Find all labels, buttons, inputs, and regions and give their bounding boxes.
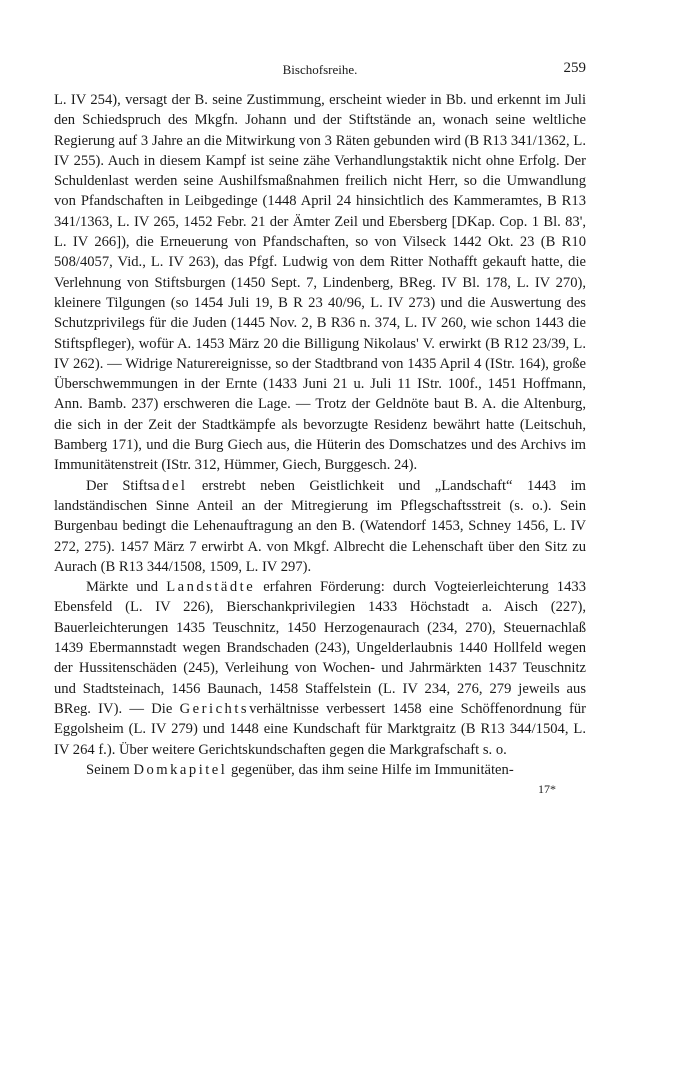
paragraph-4 (54, 760, 586, 780)
emphasis-domkapitel: Domkapitel (133, 761, 228, 778)
paragraph-3-rest: verhältnisse verbessert 1458 eine Schöffenordnung für Eggolsheim (L. IV 279) und 1448 eine Kundschaft für Marktgraitz (B R13 344/1504, L. IV 264 f.). Über weitere Gerichtskundschaften gegen die Markgrafschaft s. o. (54, 700, 586, 758)
paragraph-2-lead: Der Stifts (86, 477, 154, 494)
paragraph-2-rest: erstrebt neben Geistlichkeit und „Landschaft“ 1443 im landständischen Sinne Anteil an der Mitregierung im Pflegschaftsstreit (s. o.). Sein Burgenbau bedingt die Lehenauftragung an den B. (Watendorf 1453, Schney 1456, L. IV 272, 275). 1457 März 7 erwirbt A. von Mkgf. Albrecht die Lehenschaft über den Sitz zu Aurach (B R13 344/1508, 1509, L. IV 297). (54, 477, 586, 575)
paragraph-3 (54, 577, 586, 760)
paragraph-3-middle: erfahren Förderung: durch Vogteierleichterung 1433 Ebensfeld (L. IV 226), Bierschankprivilegien 1433 Höchstadt a. Aisch (227), Bauerleichterungen 1435 Teuschnitz, 1450 Herzogenaurach (234, 270), Steuernachlaß 1439 Ebermannstadt wegen Brandschaden (243), Ungelderlaubnis 1440 Hollfeld wegen der Hussitenschäden (245), Verleihung von Wochen- und Jahrmärkten 1437 Teuschnitz und Stadtsteinach, 1456 Baunach, 1458 Staffelstein (L. IV 234, 276, 279 jeweils aus BReg. IV). — Die (54, 579, 586, 717)
emphasis-gerichts: Gerichts (179, 700, 250, 717)
paragraph-1: L. IV 254), versagt der B. seine Zustimmung, erscheint wieder in Bb. und erkennt im Juli den Schiedspruch des Mkgfn. Johann und der Stiftstände an, wonach seine weltliche Regierung auf 3 Jahre an die Mitwirkung von 3 Räten gebunden wird (B R13 341/1362, L. IV 255). Auch in diesem Kampf ist seine zähe Verhandlungstaktik nicht ohne Erfolg. Der Schuldenlast werden seine Aushilfsmaßnahmen freilich nicht Herr, so die Umwandlung von Pfandschaften in Leibgedinge (1448 April 24 hinsichtlich des Kammeramtes, B R13 341/1363, L. IV 265, 1452 Febr. 21 der Ämter Zeil und Ebersberg [DKap. Cop. 1 Bl. 83', L. IV 266]), die Erneuerung von Pfandschaften, so von Vilseck 1442 Okt. 23 (B R10 508/4057, Vid., L. IV 263), das Pfgf. Ludwig von dem Ritter Nothafft gekauft hatte, die Verlehnung von Stiftsburgen (1450 Sept. 7, Lindenberg, BReg. IV Bl. 178, L. IV 270), kleinere Tilgungen (so 1454 Juli 19, B R 23 40/96, L. IV 273) und die Auswertung des Schutzprivilegs für die Juden (1445 Nov. 2, B R36 n. 374, L. IV 260, wie schon 1443 die Stiftspfleger), wofür A. 1453 März 20 die Billigung Nikolaus' V. erwirkt (B R12 23/39, L. IV 262). — Widrige Naturereignisse, so der Stadtbrand von 1435 April 4 (IStr. 164), große Überschwemmungen in der Ernte (1433 Juni 21 u. Juli 11 IStr. 100f., 1451 Hoffmann, Ann. Bamb. 237) erschweren die Lage. — Trotz der Geldnöte baut B. A. die Altenburg, die sich in der Zeit der Stadtkämpfe als bevorzugte Residenz bewährt hatte (Leitschuh, Bamberg 171), und die Burg Giech aus, die Hüterin des Domschatzes und des Archivs im Immunitätenstreit (IStr. 312, Hümmer, Giech, Burggesch. 24). (54, 92, 586, 474)
body-text (54, 90, 586, 780)
emphasis-landstaedte: Landstädte (166, 579, 256, 596)
paragraph-3-lead: Märkte und (86, 579, 167, 596)
paragraph-4-lead: Seinem (86, 761, 134, 778)
running-title: Bischofsreihe. (282, 62, 358, 77)
paragraph-4-rest: gegenüber, das ihm seine Hilfe im Immunitäten- (227, 761, 514, 778)
page-number: 259 (563, 60, 586, 76)
book-page (54, 62, 586, 1022)
paragraph-2 (54, 476, 586, 577)
emphasis-stiftsadel: adel (153, 477, 188, 494)
signature-mark: 17* (538, 782, 556, 797)
running-header (54, 62, 586, 82)
